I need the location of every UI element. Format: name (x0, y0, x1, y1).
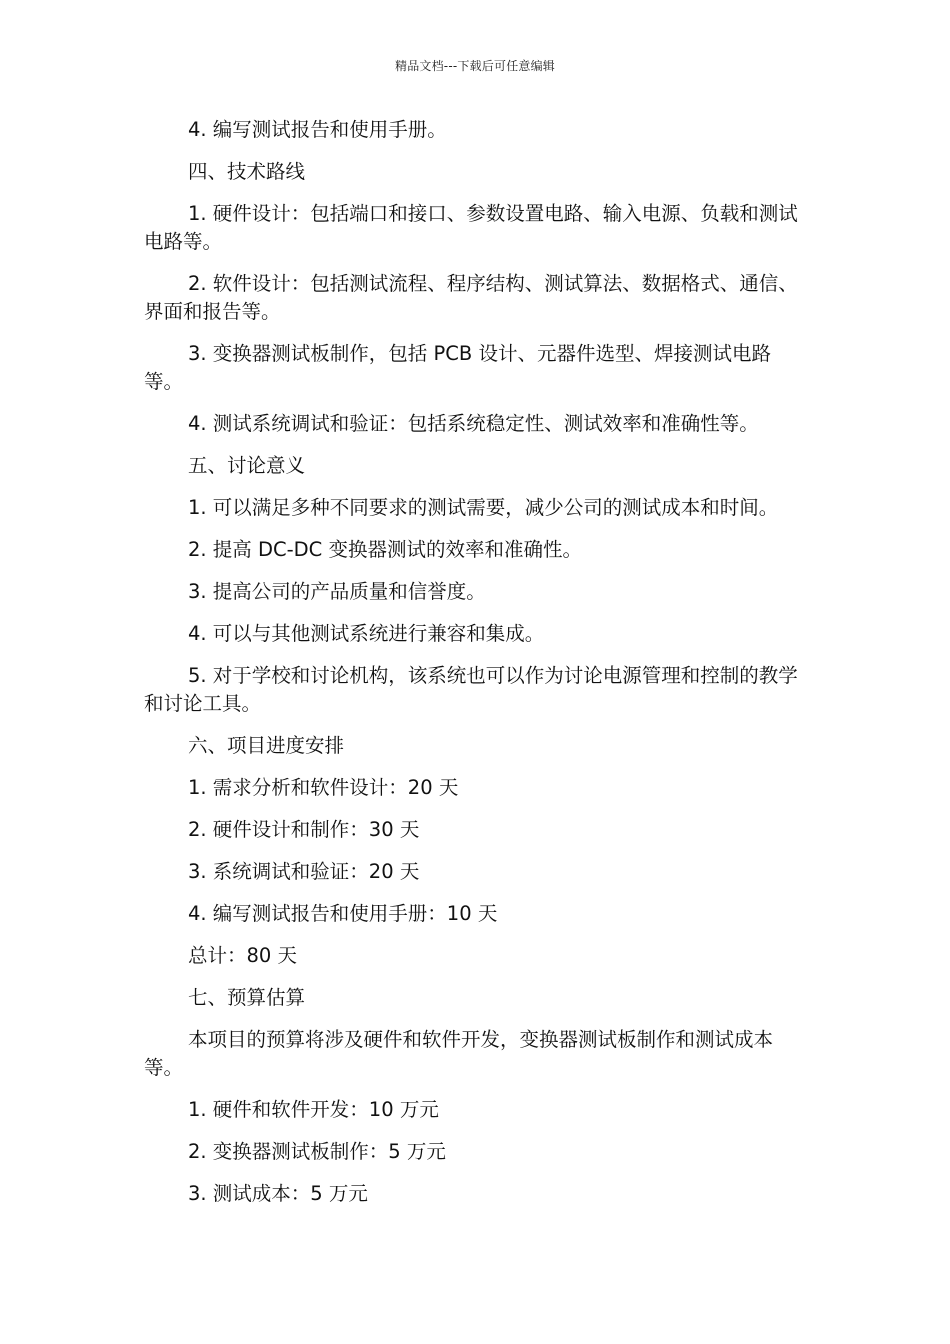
paragraph: 1. 需求分析和软件设计：20 天 (188, 776, 459, 799)
section-heading: 七、预算估算 (188, 986, 306, 1009)
paragraph: 4. 编写测试报告和使用手册。 (188, 118, 447, 141)
document-body (144, 116, 808, 1222)
paragraph: 5. 对于学校和讨论机构，该系统也可以作为讨论电源管理和控制的教学和讨论工具。 (144, 664, 798, 715)
paragraph: 本项目的预算将涉及硬件和软件开发，变换器测试板制作和测试成本等。 (144, 1028, 774, 1079)
paragraph: 1. 硬件设计：包括端口和接口、参数设置电路、输入电源、负载和测试电路等。 (144, 202, 798, 253)
paragraph: 1. 硬件和软件开发：10 万元 (188, 1098, 439, 1121)
paragraph: 4. 可以与其他测试系统进行兼容和集成。 (188, 622, 545, 645)
paragraph: 3. 系统调试和验证：20 天 (188, 860, 420, 883)
paragraph: 2. 提高 DC-DC 变换器测试的效率和准确性。 (188, 538, 582, 561)
paragraph: 3. 提高公司的产品质量和信誉度。 (188, 580, 486, 603)
paragraph: 4. 测试系统调试和验证：包括系统稳定性、测试效率和准确性等。 (188, 412, 759, 435)
page-header: 精品文档---下载后可任意编辑 (395, 59, 555, 73)
paragraph: 总计：80 天 (188, 944, 298, 967)
paragraph: 2. 变换器测试板制作：5 万元 (188, 1140, 446, 1163)
paragraph: 2. 软件设计：包括测试流程、程序结构、测试算法、数据格式、通信、界面和报告等。 (144, 272, 798, 323)
section-heading: 五、讨论意义 (188, 454, 306, 477)
paragraph: 4. 编写测试报告和使用手册：10 天 (188, 902, 498, 925)
paragraph: 3. 测试成本：5 万元 (188, 1182, 368, 1205)
paragraph: 3. 变换器测试板制作，包括 PCB 设计、元器件选型、焊接测试电路等。 (144, 342, 771, 393)
paragraph: 2. 硬件设计和制作：30 天 (188, 818, 420, 841)
section-heading: 六、项目进度安排 (188, 734, 345, 757)
section-heading: 四、技术路线 (188, 160, 306, 183)
paragraph: 1. 可以满足多种不同要求的测试需要，减少公司的测试成本和时间。 (188, 496, 779, 519)
